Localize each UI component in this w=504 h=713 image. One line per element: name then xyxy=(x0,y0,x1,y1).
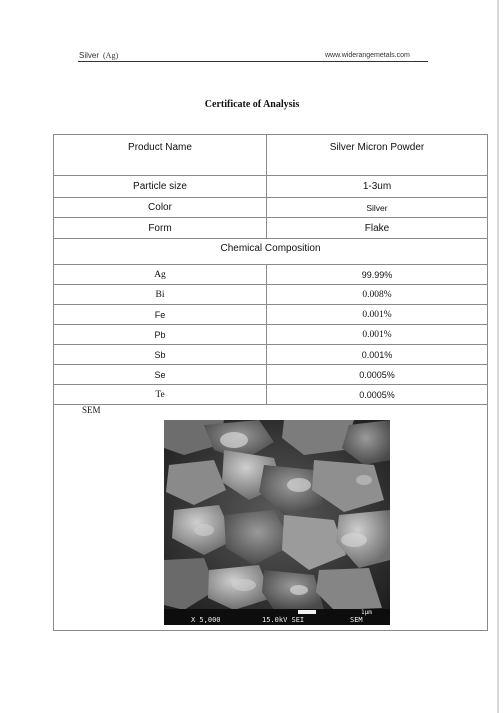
table-row-composition xyxy=(54,365,488,385)
magnification: X 5,000 xyxy=(191,616,221,624)
table-row-color xyxy=(54,198,488,218)
value-ag: 99.99% xyxy=(267,265,488,285)
value-pb: 0.001% xyxy=(267,325,488,345)
product-name-value: Silver Micron Powder xyxy=(267,135,488,176)
analysis-table xyxy=(53,134,488,405)
accelerating-voltage: 15.0kV SEI xyxy=(262,616,305,624)
table-row-product-name xyxy=(54,135,488,176)
scale-bar xyxy=(298,610,316,614)
value-te: 0.0005% xyxy=(267,385,488,405)
document-title: Certificate of Analysis xyxy=(204,99,300,110)
imaging-mode: SEM xyxy=(350,616,363,624)
form-value: Flake xyxy=(267,218,488,239)
header-rule xyxy=(78,61,428,62)
composition-heading: Chemical Composition xyxy=(54,239,488,265)
value-bi: 0.008% xyxy=(267,285,488,305)
sem-data-bar xyxy=(164,609,390,625)
sem-label: SEM xyxy=(82,405,101,415)
element-pb: Pb xyxy=(54,325,267,345)
color-value: Silver xyxy=(267,198,488,218)
element-se: Se xyxy=(54,365,267,385)
element-bi: Bi xyxy=(54,285,267,305)
particle-size-label: Particle size xyxy=(54,176,267,198)
table-row-composition xyxy=(54,325,488,345)
table-row-composition-heading xyxy=(54,239,488,265)
form-label: Form xyxy=(54,218,267,239)
particle-size-value: 1-3um xyxy=(267,176,488,198)
element-sb: Sb xyxy=(54,345,267,365)
header-product xyxy=(79,51,118,60)
table-row-composition xyxy=(54,305,488,325)
sem-micrograph-texture xyxy=(164,420,390,610)
header-element-symbol: (Ag) xyxy=(103,51,119,60)
header-product-name: Silver xyxy=(79,51,100,60)
sem-micrograph xyxy=(164,420,390,625)
value-se: 0.0005% xyxy=(267,365,488,385)
header-website: www.widerangemetals.com xyxy=(325,52,410,59)
element-ag: Ag xyxy=(54,265,267,285)
value-fe: 0.001% xyxy=(267,305,488,325)
scale-unit: 1μm xyxy=(361,609,372,616)
product-name-label: Product Name xyxy=(54,135,267,176)
table-row-composition xyxy=(54,285,488,305)
element-te: Te xyxy=(54,385,267,405)
element-fe: Fe xyxy=(54,305,267,325)
table-row-form xyxy=(54,218,488,239)
table-row-particle-size xyxy=(54,176,488,198)
color-label: Color xyxy=(54,198,267,218)
value-sb: 0.001% xyxy=(267,345,488,365)
table-row-composition xyxy=(54,345,488,365)
table-row-composition xyxy=(54,265,488,285)
